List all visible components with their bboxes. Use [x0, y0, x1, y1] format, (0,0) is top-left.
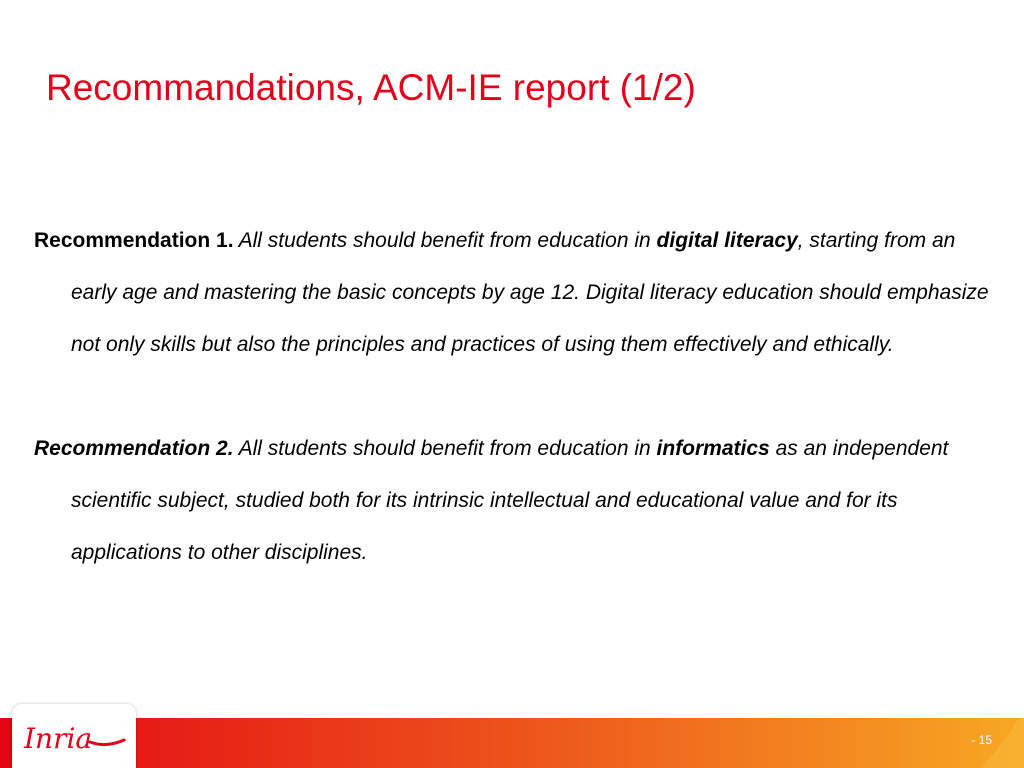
footer-band: [0, 718, 1024, 768]
inria-logo-wordmark: [20, 718, 128, 758]
recommendation-2: [34, 423, 994, 579]
recommendations-list: [34, 215, 994, 579]
inria-logo: [12, 704, 136, 768]
recommendation-2-emphasis: informatics: [656, 437, 770, 460]
recommendation-2-text-after: as an independent scientific subject, studied both for its intrinsic intellectual and educational value and for its applications to other disciplines.: [71, 437, 949, 564]
recommendation-1-emphasis: digital literacy: [656, 229, 798, 252]
slide-title: Recommandations, ACM-IE report (1/2): [46, 67, 696, 108]
recommendation-1: [34, 215, 994, 371]
recommendation-1-text-before: All students should benefit from education in: [233, 229, 657, 252]
inria-logo-text: Inria: [24, 722, 93, 755]
recommendation-2-text-before: All students should benefit from education in: [233, 437, 657, 460]
recommendation-1-label: Recommendation 1.: [34, 229, 234, 252]
recommendation-1-text-after: , starting from an early age and mastering the basic concepts by age 12. Digital literacy education should emphasize not only skills but also the principles and practices of using them effectively and ethically.: [71, 229, 989, 356]
footer-gradient: [0, 718, 1024, 768]
page-number: - 15: [971, 733, 992, 747]
recommendation-2-label: Recommendation 2.: [34, 437, 234, 460]
